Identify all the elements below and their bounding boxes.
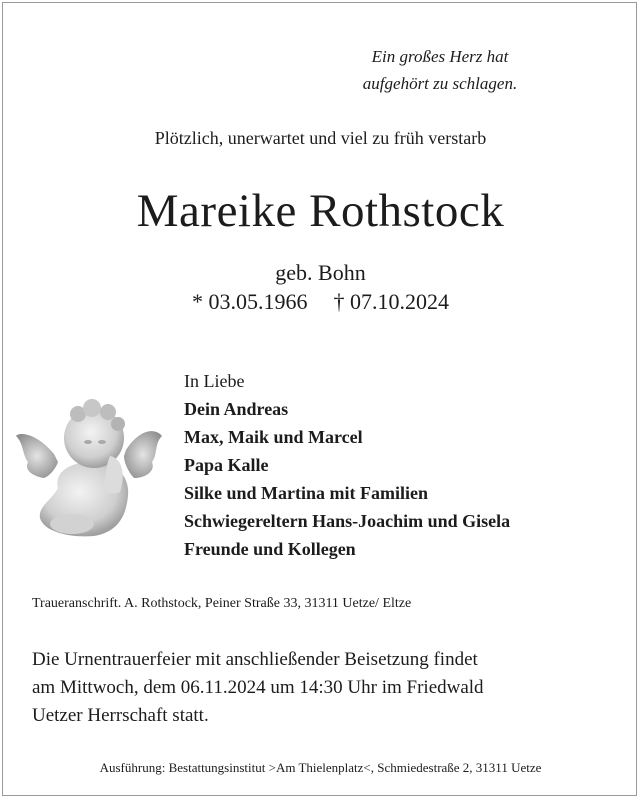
- life-dates: [0, 289, 641, 315]
- memorial-quote: [340, 43, 540, 97]
- mourner-line: Silke und Martina mit Familien: [184, 483, 429, 503]
- angel-figure-image: [14, 392, 164, 542]
- mourner-line: Freunde und Kollegen: [184, 539, 356, 559]
- funeral-home-credit: Ausführung: Bestattungsinstitut >Am Thielenplatz<, Schmiedestraße 2, 31311 Uetze: [99, 760, 542, 775]
- ceremony-info: [32, 646, 484, 730]
- mourner-line: Schwiegereltern Hans-Joachim und Gisela: [184, 511, 511, 531]
- quote-line-2: aufgehört zu schlagen.: [362, 74, 518, 93]
- deceased-name: Mareike Rothstock: [136, 185, 505, 237]
- mourner-line: Papa Kalle: [184, 455, 269, 475]
- death-date: † 07.10.2024: [333, 289, 449, 314]
- mourning-address: Traueranschrift. A. Rothstock, Peiner Straße 33, 31311 Uetze/ Eltze: [32, 596, 412, 611]
- ceremony-line-1: Die Urnentrauerfeier mit anschließender Beisetzung findet: [32, 649, 478, 670]
- mourners-list: [184, 367, 510, 563]
- quote-line-1: Ein großes Herz hat: [371, 47, 509, 66]
- mourner-line: Max, Maik und Marcel: [184, 427, 363, 447]
- mourner-line: Dein Andreas: [184, 399, 289, 419]
- death-announcement-intro: Plötzlich, unerwartet und viel zu früh verstarb: [154, 128, 487, 148]
- mourners-intro: In Liebe: [184, 371, 245, 391]
- maiden-name: geb. Bohn: [275, 260, 366, 285]
- ceremony-line-2: am Mittwoch, dem 06.11.2024 um 14:30 Uhr im Friedwald: [32, 677, 484, 698]
- birth-date: * 03.05.1966: [192, 289, 308, 314]
- ceremony-line-3: Uetzer Herrschaft statt.: [32, 705, 209, 726]
